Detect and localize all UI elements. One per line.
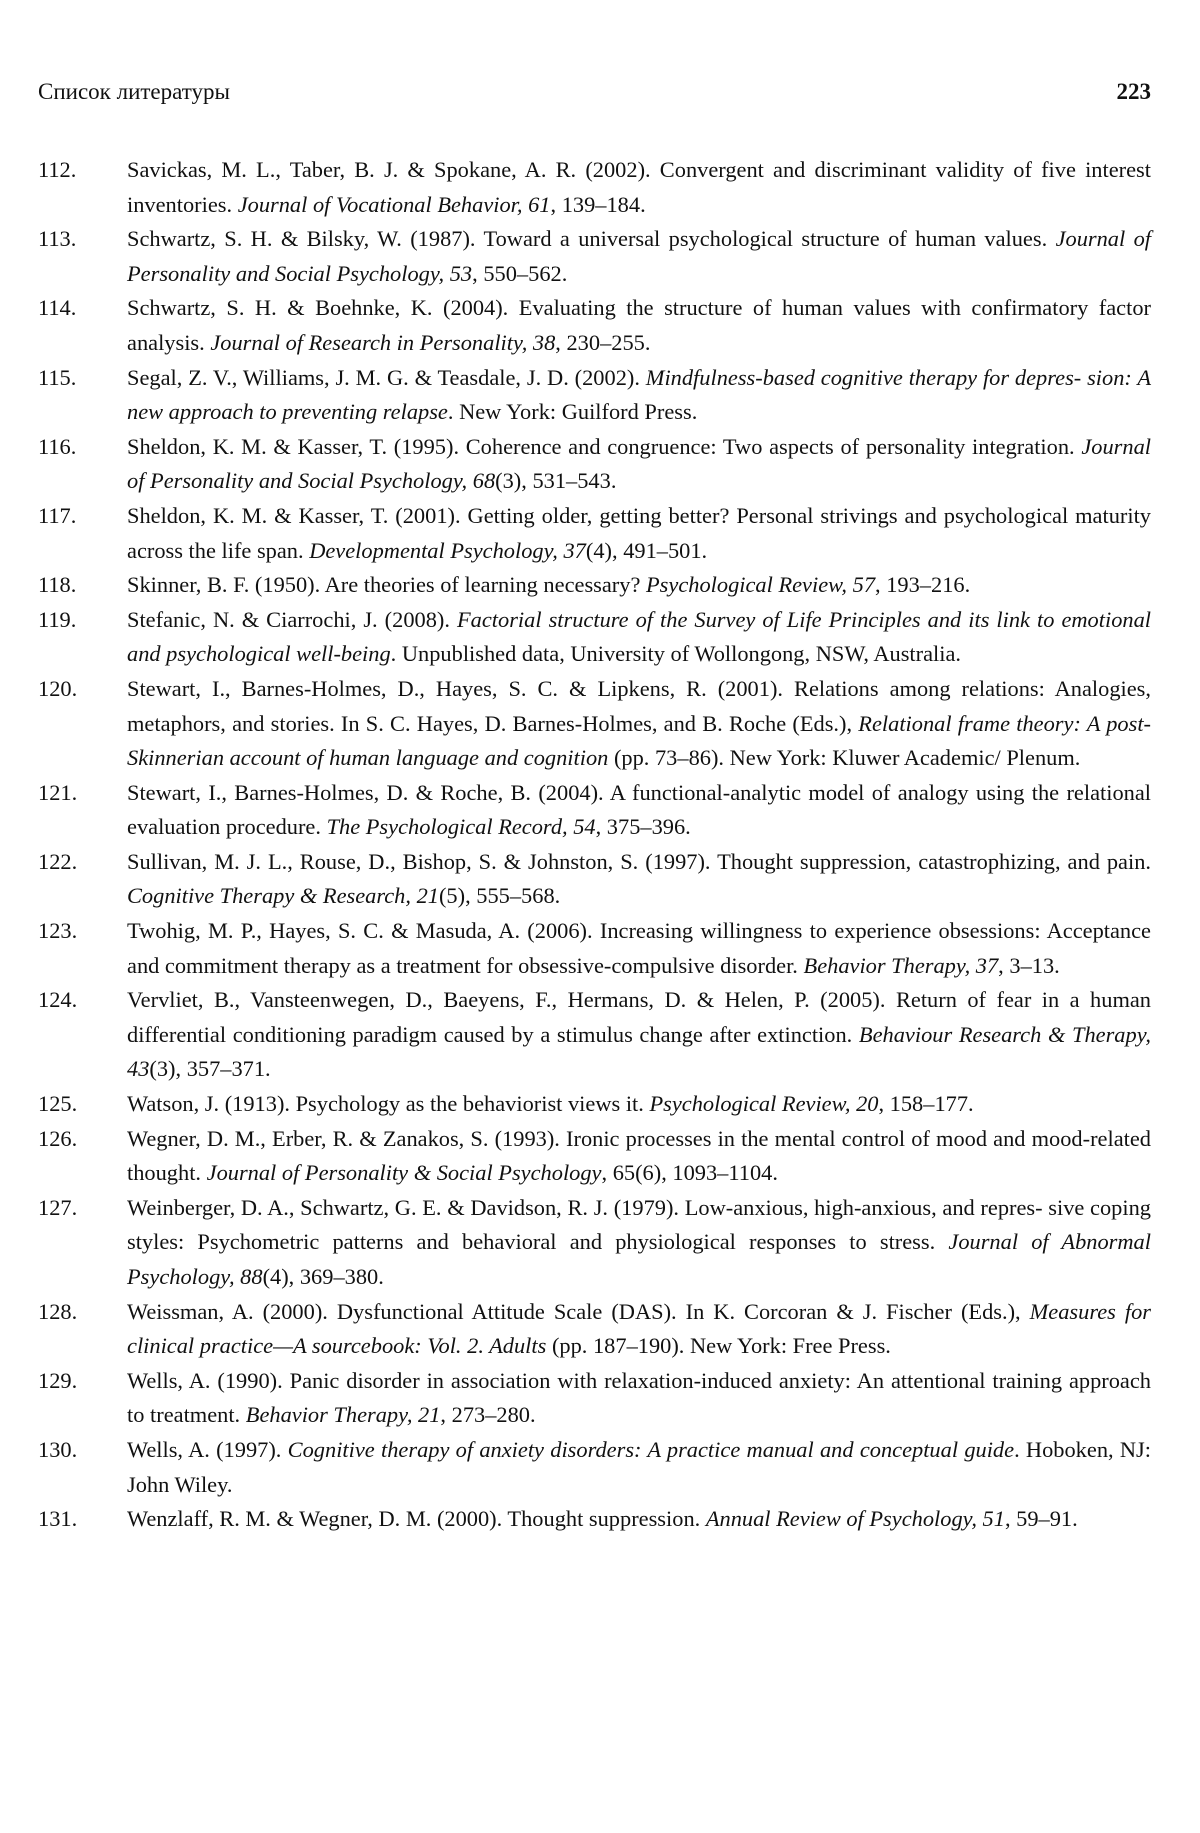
- reference-number: 117.: [38, 502, 77, 528]
- reference-text-segment: Schwartz, S. H. & Boehnke, K. (2004). Evaluating the structure of human values with confirmatory factor analysis.: [127, 295, 1151, 355]
- reference-text-segment: Stewart, I., Barnes-Holmes, D., Hayes, S. C. & Lipkens, R. (2001). Relations among relations: Analogies, metaphors, and stories. In S. C. Hayes, D. Barnes-Holmes, and B. Roche (Eds.),: [127, 675, 1151, 736]
- reference-item: [38, 914, 1151, 983]
- reference-text: [127, 568, 1151, 603]
- reference-number: 125.: [38, 1091, 78, 1117]
- reference-source-italic: Behavior Therapy, 37: [803, 952, 999, 978]
- reference-text: [127, 1433, 1151, 1502]
- reference-source-italic: Annual Review of Psychology, 51: [705, 1506, 1005, 1532]
- reference-number: 118.: [38, 572, 77, 598]
- reference-number: 131.: [38, 1506, 78, 1532]
- reference-item: [38, 1364, 1151, 1433]
- reference-text-segment: Weinberger, D. A., Schwartz, G. E. & Davidson, R. J. (1979). Low-anxious, high-anxious, and repres- sive coping styles: Psychometric patterns and behavioral and physiological responses to stress.: [127, 1194, 1151, 1255]
- reference-source-italic: Journal of Personality and Social Psychology, 68: [127, 433, 1151, 494]
- reference-item: [38, 153, 1151, 222]
- reference-text: [127, 983, 1151, 1087]
- reference-text: [127, 1364, 1151, 1433]
- reference-text-segment: . Unpublished data, University of Wollongong, NSW, Australia.: [390, 641, 962, 667]
- reference-source-italic: Psychological Review, 57: [646, 572, 876, 598]
- reference-number: 127.: [38, 1194, 78, 1220]
- reference-text-segment: Wells, A. (1997).: [127, 1436, 288, 1462]
- reference-number: 120.: [38, 675, 78, 701]
- reference-item: [38, 1295, 1151, 1364]
- reference-number: 122.: [38, 848, 78, 874]
- reference-text-segment: (3), 357–371.: [149, 1056, 271, 1082]
- reference-text-segment: Wells, A. (1990). Panic disorder in association with relaxation-induced anxiety: An attentional training approach to treatment.: [127, 1367, 1151, 1428]
- reference-text-segment: , 139–184.: [550, 191, 646, 217]
- reference-number: 123.: [38, 918, 78, 944]
- reference-number: 128.: [38, 1298, 78, 1324]
- reference-item: [38, 603, 1151, 672]
- reference-text-segment: , 273–280.: [440, 1402, 536, 1428]
- reference-source-italic: Measures for clinical practice—A sourcebook: Vol. 2. Adults: [127, 1298, 1151, 1359]
- reference-source-italic: Journal of Abnormal Psychology, 88: [127, 1229, 1151, 1289]
- reference-text-segment: Watson, J. (1913). Psychology as the behaviorist views it.: [127, 1091, 650, 1117]
- reference-number: 116.: [38, 433, 77, 459]
- reference-item: [38, 1191, 1151, 1295]
- reference-source-italic: The Psychological Record, 54: [326, 814, 596, 840]
- reference-text: [127, 603, 1151, 672]
- reference-text: [127, 1087, 1151, 1122]
- reference-item: [38, 1502, 1151, 1537]
- reference-source-italic: Journal of Personality and Social Psychology, 53: [127, 226, 1151, 286]
- reference-text: [127, 776, 1151, 845]
- reference-text: [127, 1295, 1151, 1364]
- reference-text: [127, 361, 1151, 430]
- reference-item: [38, 983, 1151, 1087]
- reference-item: [38, 499, 1151, 568]
- reference-text: [127, 291, 1151, 360]
- reference-text: [127, 153, 1151, 222]
- reference-number: 129.: [38, 1367, 78, 1393]
- reference-source-italic: Cognitive therapy of anxiety disorders: A practice manual and conceptual guide: [287, 1436, 1015, 1462]
- reference-number: 130.: [38, 1436, 78, 1462]
- reference-item: [38, 222, 1151, 291]
- reference-source-italic: Journal of Research in Personality, 38: [210, 329, 556, 355]
- reference-text-segment: Vervliet, B., Vansteenwegen, D., Baeyens, F., Hermans, D. & Helen, P. (2005). Return of fear in a human differential conditioning paradigm caused by a stimulus change after extinction.: [127, 987, 1151, 1047]
- reference-source-italic: Cognitive Therapy & Research, 21: [127, 883, 439, 909]
- reference-text-segment: Weissman, A. (2000). Dysfunctional Attitude Scale (DAS). In K. Corcoran & J. Fischer (Eds.),: [127, 1298, 1030, 1324]
- reference-item: [38, 568, 1151, 603]
- reference-number: 113.: [38, 226, 77, 252]
- reference-list: [38, 153, 1151, 1537]
- reference-source-italic: Developmental Psychology, 37: [309, 537, 586, 563]
- reference-number: 114.: [38, 295, 77, 321]
- reference-text-segment: Wenzlaff, R. M. & Wegner, D. M. (2000). Thought suppression.: [127, 1506, 706, 1532]
- reference-text: [127, 672, 1151, 776]
- reference-text-segment: Sheldon, K. M. & Kasser, T. (2001). Getting older, getting better? Personal strivings and psychological maturity across the life span.: [127, 502, 1151, 563]
- reference-text-segment: (5), 555–568.: [438, 883, 561, 909]
- reference-text-segment: , 193–216.: [875, 572, 971, 598]
- page-number: 223: [1116, 79, 1151, 104]
- reference-text-segment: (4), 491–501.: [585, 537, 708, 563]
- reference-item: [38, 1433, 1151, 1502]
- reference-item: [38, 430, 1151, 499]
- reference-text: [127, 914, 1151, 983]
- reference-text-segment: , 230–255.: [555, 329, 651, 355]
- reference-source-italic: Journal of Vocational Behavior, 61: [237, 191, 551, 217]
- reference-item: [38, 672, 1151, 776]
- reference-text-segment: , 59–91.: [1004, 1506, 1078, 1532]
- reference-text: [127, 222, 1151, 291]
- reference-text-segment: Savickas, M. L., Taber, B. J. & Spokane, A. R. (2002). Convergent and discriminant validity of five interest inventories.: [127, 157, 1151, 217]
- reference-text-segment: , 550–562.: [472, 260, 568, 286]
- reference-source-italic: Psychological Review, 20: [649, 1091, 879, 1117]
- reference-number: 119.: [38, 606, 77, 632]
- reference-number: 126.: [38, 1125, 78, 1151]
- reference-item: [38, 1087, 1151, 1122]
- reference-text-segment: Schwartz, S. H. & Bilsky, W. (1987). Toward a universal psychological structure of human values.: [127, 226, 1056, 252]
- reference-text-segment: , 65(6), 1093–1104.: [601, 1160, 778, 1186]
- running-head-title: Список литературы: [38, 79, 230, 104]
- reference-text-segment: Stewart, I., Barnes-Holmes, D. & Roche, B. (2004). A functional-analytic model of analogy using the relational evaluation procedure.: [127, 779, 1151, 840]
- reference-source-italic: Behaviour Research & Therapy, 43: [127, 1021, 1152, 1082]
- reference-text-segment: (4), 369–380.: [262, 1264, 384, 1289]
- reference-text-segment: Twohig, M. P., Hayes, S. C. & Masuda, A. (2006). Increasing willingness to experience obsessions: Acceptance and commitment therapy as a treatment for obsessive-compulsive disorder.: [127, 918, 1151, 978]
- reference-text: [127, 1502, 1151, 1537]
- reference-source-italic: Mindfulness-based cognitive therapy for depres- sion: A new approach to preventing relapse: [127, 364, 1151, 425]
- reference-source-italic: Behavior Therapy, 21: [245, 1402, 441, 1428]
- reference-text-segment: Stefanic, N. & Ciarrochi, J. (2008).: [127, 606, 457, 632]
- reference-text: [127, 1191, 1151, 1295]
- reference-text-segment: Sullivan, M. J. L., Rouse, D., Bishop, S. & Johnston, S. (1997). Thought suppression, catastrophizing, and pain.: [127, 848, 1151, 874]
- reference-text-segment: Segal, Z. V., Williams, J. M. G. & Teasdale, J. D. (2002).: [127, 364, 646, 390]
- reference-item: [38, 291, 1151, 360]
- running-head: [38, 72, 1151, 112]
- reference-number: 121.: [38, 779, 78, 805]
- reference-text: [127, 499, 1151, 568]
- reference-text-segment: Wegner, D. M., Erber, R. & Zanakos, S. (1993). Ironic processes in the mental control of mood and mood-related thought.: [127, 1125, 1151, 1186]
- reference-text-segment: , 375–396.: [595, 814, 691, 840]
- reference-number: 115.: [38, 364, 77, 390]
- reference-text-segment: (pp. 187–190). New York: Free Press.: [546, 1333, 891, 1359]
- reference-text-segment: , 3–13.: [998, 952, 1060, 978]
- reference-item: [38, 1122, 1151, 1191]
- reference-item: [38, 361, 1151, 430]
- reference-number: 124.: [38, 987, 78, 1013]
- reference-text-segment: (3), 531–543.: [495, 468, 617, 494]
- reference-item: [38, 776, 1151, 845]
- reference-source-italic: Relational frame theory: A post-Skinnerian account of human language and cognition: [127, 710, 1151, 771]
- reference-text-segment: Skinner, B. F. (1950). Are theories of learning necessary?: [127, 572, 646, 598]
- reference-text: [127, 845, 1151, 914]
- reference-text-segment: Sheldon, K. M. & Kasser, T. (1995). Coherence and congruence: Two aspects of personality integration.: [127, 433, 1082, 459]
- reference-number: 112.: [38, 157, 77, 182]
- reference-text: [127, 1122, 1151, 1191]
- reference-source-italic: Factorial structure of the Survey of Life Principles and its link to emotional and psychological well-being: [127, 606, 1151, 667]
- reference-item: [38, 845, 1151, 914]
- reference-text-segment: . New York: Guilford Press.: [447, 399, 698, 425]
- reference-source-italic: Journal of Personality & Social Psychology: [206, 1160, 602, 1186]
- reference-text-segment: , 158–177.: [878, 1091, 974, 1117]
- reference-text-segment: (pp. 73–86). New York: Kluwer Academic/ Plenum.: [608, 745, 1081, 771]
- reference-text-segment: . Hoboken, NJ: John Wiley.: [127, 1436, 1151, 1497]
- reference-text: [127, 430, 1151, 499]
